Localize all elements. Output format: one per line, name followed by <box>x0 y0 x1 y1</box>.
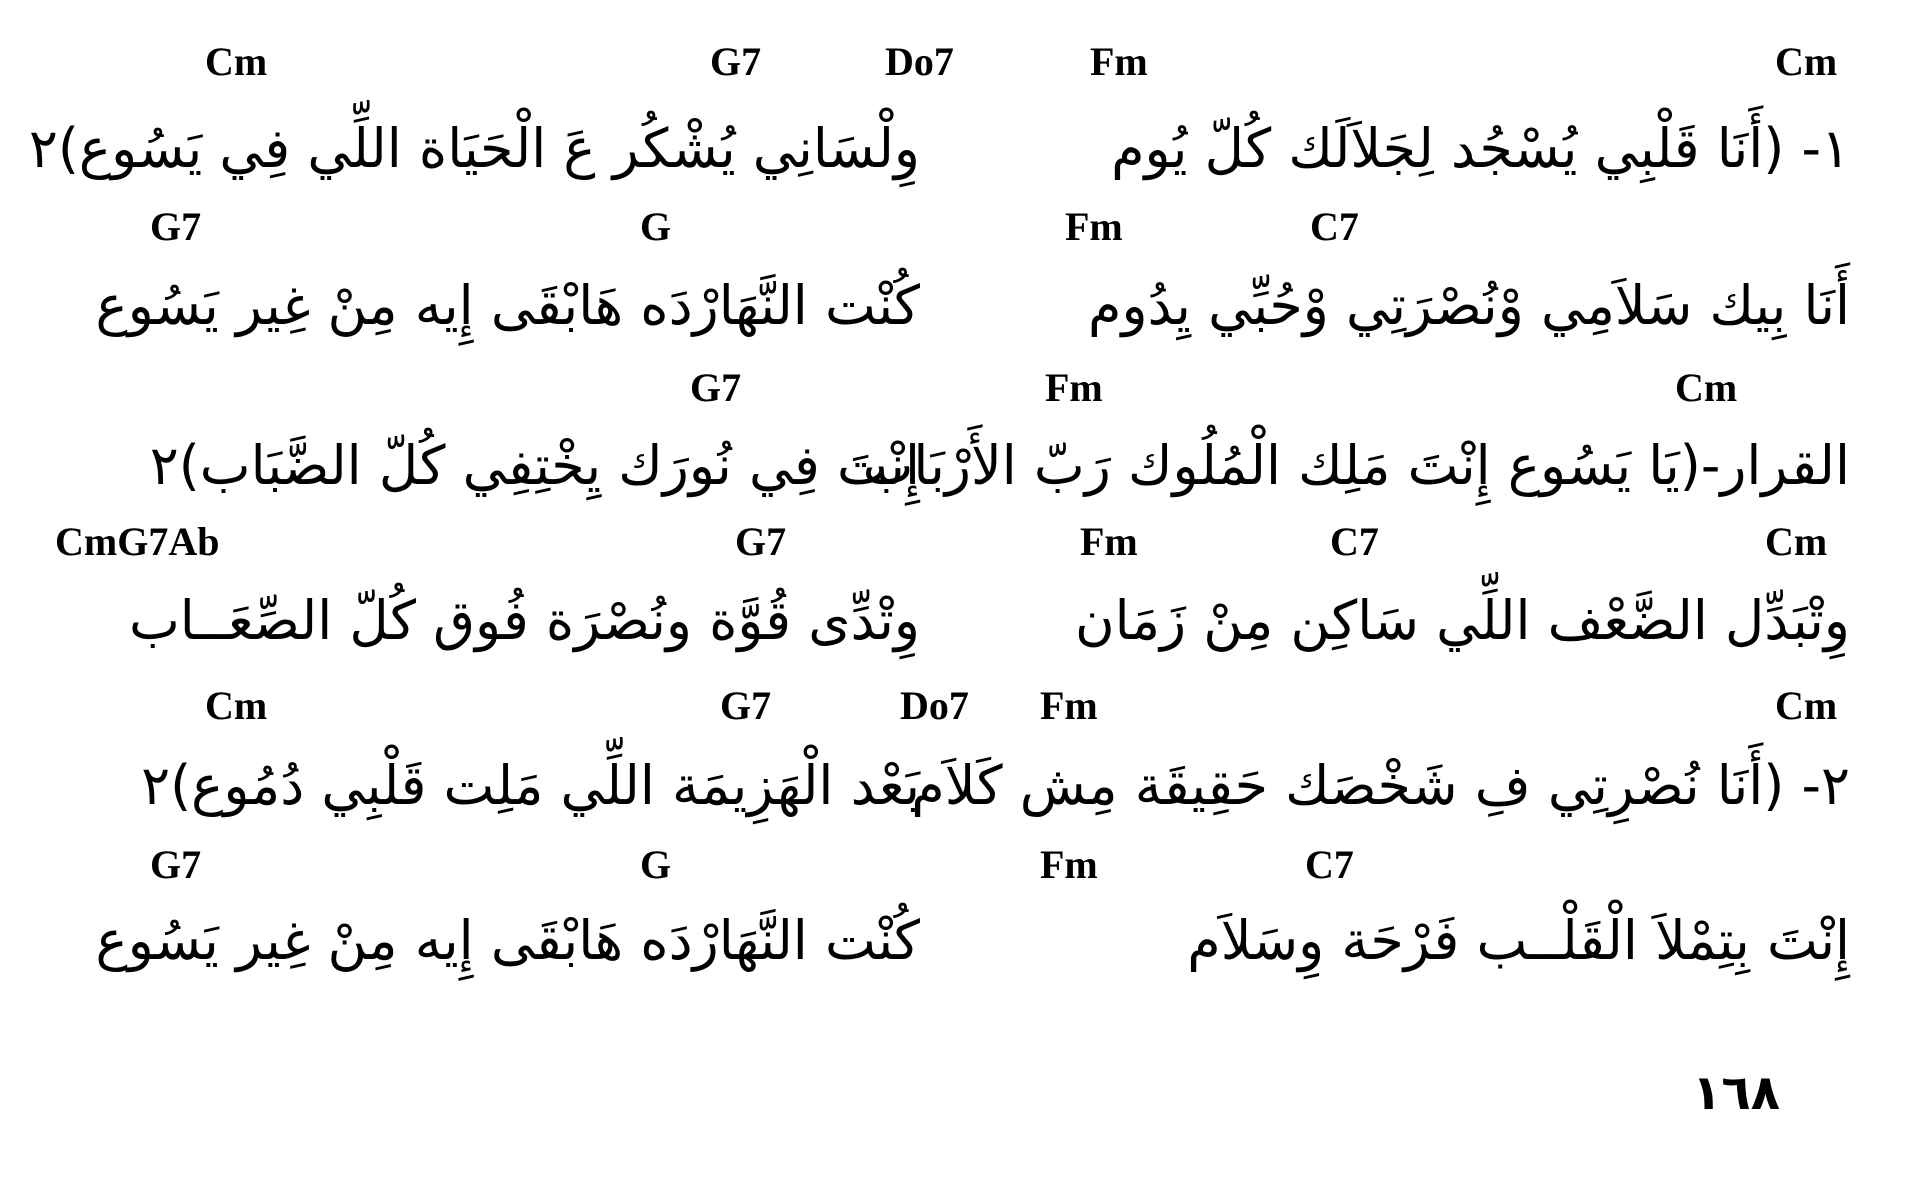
chord-label: Cm <box>1775 683 1838 728</box>
chord-label: G7 <box>690 365 742 410</box>
chord-label: Cm <box>205 39 268 84</box>
chord-label: Fm <box>1045 365 1103 410</box>
chord-label: Do7 <box>900 683 969 728</box>
lyric-line: إِنْتَ بِتِمْلاَ الْقَلْــب فَرْحَة وِسَلاَم <box>1187 909 1850 972</box>
chord-label: Fm <box>1090 39 1148 84</box>
lyric-line: ٢- (أَنَا نُصْرِتِي فِ شَخْصَك حَقِيقَة مِش كَلاَم <box>911 754 1850 817</box>
chord-label: Cm <box>1675 365 1738 410</box>
lyric-line: بَعْد الْهَزِيمَة اللِّي مَلِت قَلْبِي دُمُوع)٢ <box>141 754 920 817</box>
chord-label: G7 <box>710 39 762 84</box>
chord-label: Do7 <box>885 39 954 84</box>
chord-label: C7 <box>1305 842 1354 887</box>
lyric-line: وِتْبَدِّل الضَّعْف اللِّي سَاكِن مِنْ زَمَان <box>1074 589 1850 652</box>
page-number: ١٦٨ <box>1692 1065 1780 1121</box>
lyric-line: كُنْت النَّهَارْدَه هَابْقَى إِيه مِنْ غِير يَسُوع <box>95 909 920 972</box>
chord-label: C7 <box>1330 519 1379 564</box>
chord-label: G <box>640 842 672 887</box>
lyric-line: إِنْتَ فِي نُورَك يِخْتِفِي كُلّ الضَّبَاب)٢ <box>149 434 920 497</box>
chord-label: G7 <box>720 683 772 728</box>
lyric-line: وِتْدِّى قُوَّة ونُصْرَة فُوق كُلّ الصِّعَــاب <box>128 589 920 652</box>
chord-label: CmG7Ab <box>55 519 220 564</box>
chord-label: G <box>640 204 672 249</box>
chord-label: G7 <box>150 204 202 249</box>
lyric-line: كُنْت النَّهَارْدَه هَابْقَى إِيه مِنْ غِير يَسُوع <box>95 274 920 337</box>
chord-label: G7 <box>735 519 787 564</box>
chord-label: Fm <box>1065 204 1123 249</box>
lyric-line: أَنَا بِيك سَلاَمِي وْنُصْرَتِي وْحُبِّي يِدُوم <box>1088 274 1850 337</box>
chord-label: Fm <box>1040 683 1098 728</box>
chord-label: C7 <box>1310 204 1359 249</box>
chord-label: G7 <box>150 842 202 887</box>
lyric-line: القرار-(يَا يَسُوع إِنْتَ مَلِك الْمُلُوك رَبّ الأَرْبَاب <box>862 434 1850 497</box>
chord-label: Cm <box>205 683 268 728</box>
lyric-line: ١- (أَنَا قَلْبِي يُسْجُد لِجَلاَلَك كُلّ يُوم <box>1111 117 1850 180</box>
chord-label: Cm <box>1775 39 1838 84</box>
lyric-line: وِلْسَانِي يُشْكُر عَ الْحَيَاة اللِّي فِي يَسُوع)٢ <box>28 117 920 180</box>
chord-label: Fm <box>1040 842 1098 887</box>
chord-label: Cm <box>1765 519 1828 564</box>
chord-label: Fm <box>1080 519 1138 564</box>
